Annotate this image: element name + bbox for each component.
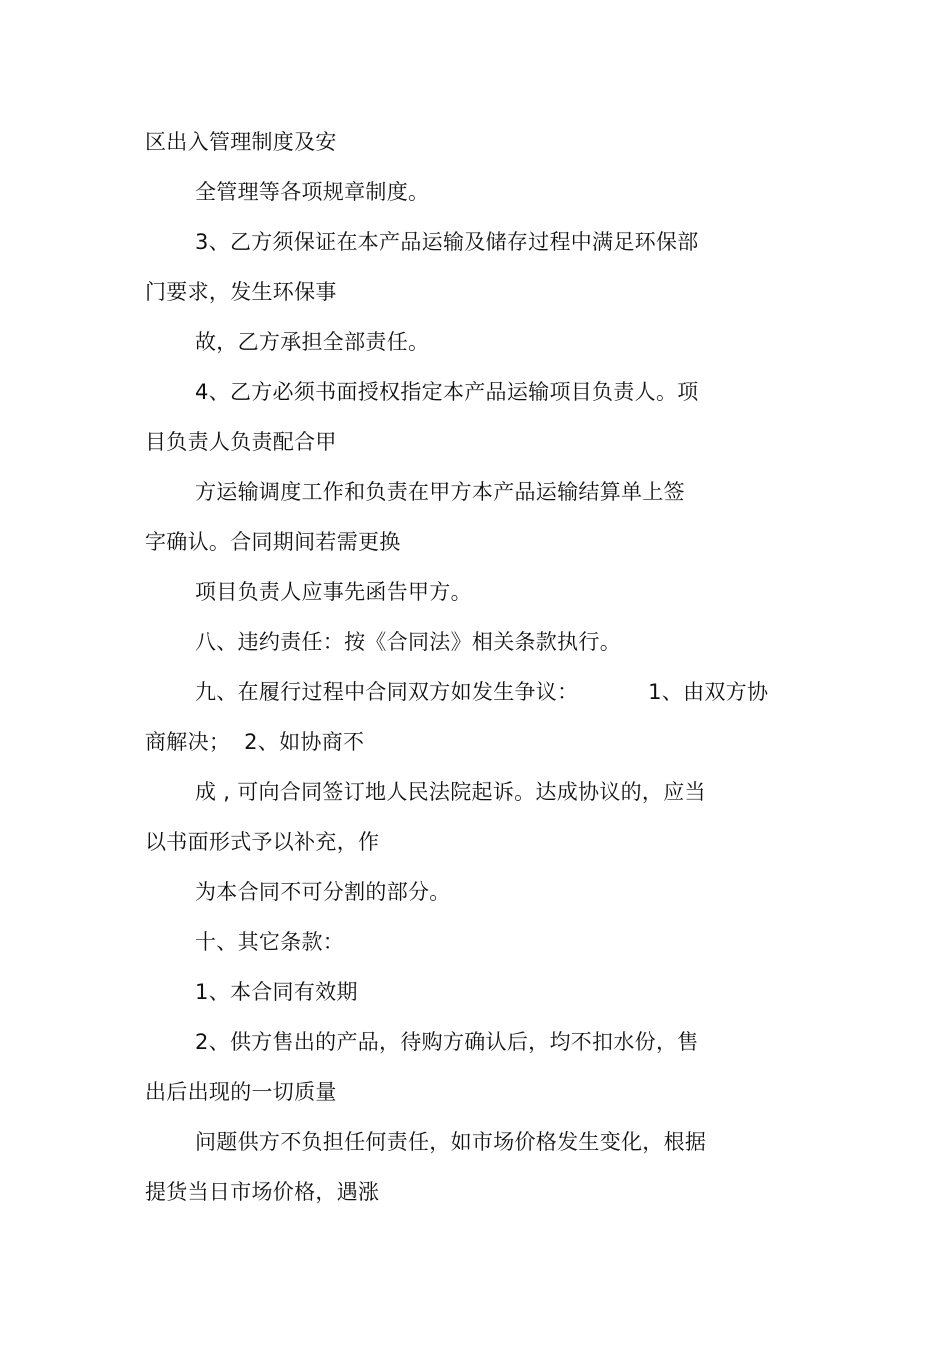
text-line: 字确认。合同期间若需更换 (145, 530, 401, 554)
text-line: 门要求，发生环保事 (145, 280, 337, 304)
text-line: 为本合同不可分割的部分。 (195, 880, 451, 904)
document-body (145, 0, 845, 1345)
text-line: 商解决； 2、如协商不 (145, 730, 365, 754)
text-line: 八、违约责任：按《合同法》相关条款执行。 (195, 630, 621, 654)
text-line: 方运输调度工作和负责在甲方本产品运输结算单上签 (195, 480, 685, 504)
text-line: 故，乙方承担全部责任。 (195, 330, 430, 354)
text-line: 提货当日市场价格，遇涨 (145, 1180, 380, 1204)
text-line: 九、在履行过程中合同双方如发生争议： 1、由双方协 (195, 680, 769, 704)
text-line: 项目负责人应事先函告甲方。 (195, 580, 472, 604)
text-line: 问题供方不负担任何责任，如市场价格发生变化，根据 (195, 1130, 707, 1154)
text-line: 1、本合同有效期 (195, 980, 358, 1004)
text-line: 目负责人负责配合甲 (145, 430, 337, 454)
text-line: 成 , 可向合同签订地人民法院起诉。达成协议的，应当 (195, 780, 706, 804)
text-line: 十、其它条款： (195, 930, 345, 954)
text-line: 全管理等各项规章制度。 (195, 180, 430, 204)
text-line: 3、乙方须保证在本产品运输及储存过程中满足环保部 (195, 230, 699, 254)
text-line: 出后出现的一切质量 (145, 1080, 337, 1104)
text-line: 以书面形式予以补充，作 (145, 830, 380, 854)
text-line: 4、乙方必须书面授权指定本产品运输项目负责人。项 (195, 380, 699, 404)
text-line: 区出入管理制度及安 (145, 130, 337, 154)
text-line: 2、供方售出的产品，待购方确认后，均不扣水份，售 (195, 1030, 699, 1054)
